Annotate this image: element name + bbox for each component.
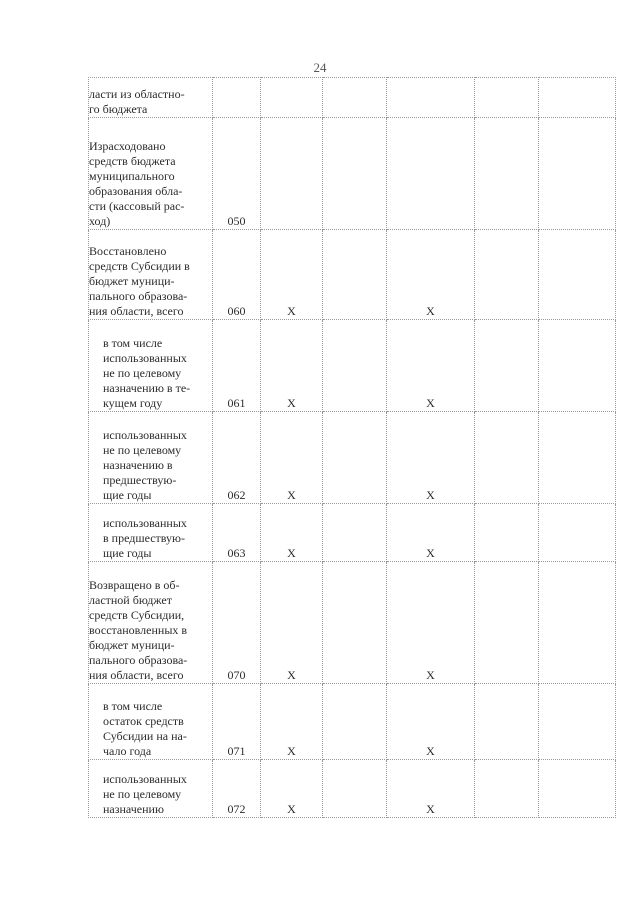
row-label	[89, 118, 213, 230]
row-label-line: Субсидии на на-	[103, 729, 187, 743]
row-cell-c1: X	[261, 760, 323, 818]
row-label-line: Возвращено в об-	[89, 578, 180, 592]
row-cell-c5	[539, 78, 616, 118]
row-cell-c1: X	[261, 504, 323, 562]
row-cell-c4	[475, 118, 539, 230]
row-label-line: сти (кассовый рас-	[89, 199, 185, 213]
row-cell-c5	[539, 320, 616, 412]
row-label-line: использованных	[103, 428, 187, 442]
row-cell-c3	[387, 118, 475, 230]
table-row	[89, 684, 616, 760]
row-cell-c2	[323, 78, 387, 118]
row-label-line: Восстановлено	[89, 244, 167, 258]
row-label-line: бюджет муници-	[89, 274, 175, 288]
row-label	[89, 562, 213, 684]
row-cell-c2	[323, 760, 387, 818]
table-row	[89, 760, 616, 818]
row-cell-c3: X	[387, 760, 475, 818]
row-cell-c1: X	[261, 412, 323, 504]
row-label-line: пального образова-	[89, 289, 188, 303]
row-cell-c1: X	[261, 230, 323, 320]
row-label-line: Израсходовано	[89, 139, 166, 153]
row-label-line: назначению	[103, 802, 164, 816]
row-code: 072	[213, 760, 261, 818]
row-cell-c2	[323, 684, 387, 760]
row-cell-c1: X	[261, 320, 323, 412]
row-cell-c5	[539, 760, 616, 818]
row-label	[89, 412, 213, 504]
row-cell-c5	[539, 562, 616, 684]
row-cell-c3: X	[387, 412, 475, 504]
table-row	[89, 504, 616, 562]
row-label-line: использованных	[103, 516, 187, 530]
report-table	[88, 77, 616, 818]
row-cell-c4	[475, 504, 539, 562]
row-label-line: остаток средств	[103, 714, 184, 728]
row-label-line: не по целевому	[103, 443, 182, 457]
row-label	[89, 504, 213, 562]
row-label-line: ния области, всего	[89, 668, 184, 682]
row-label-line: го бюджета	[89, 102, 148, 116]
row-label-line: бюджет муници-	[89, 638, 175, 652]
table-row	[89, 412, 616, 504]
row-cell-c2	[323, 230, 387, 320]
row-cell-c4	[475, 230, 539, 320]
row-cell-c1	[261, 78, 323, 118]
row-cell-c2	[323, 562, 387, 684]
row-cell-c2	[323, 504, 387, 562]
row-cell-c2	[323, 118, 387, 230]
row-cell-c1: X	[261, 562, 323, 684]
row-label-line: кущем году	[103, 396, 163, 410]
row-label-line: муниципального	[89, 169, 175, 183]
row-cell-c3: X	[387, 504, 475, 562]
row-cell-c5	[539, 504, 616, 562]
row-label-line: назначению в	[103, 458, 173, 472]
row-cell-c4	[475, 562, 539, 684]
row-code: 062	[213, 412, 261, 504]
row-cell-c2	[323, 320, 387, 412]
table-row	[89, 230, 616, 320]
row-label-line: щие годы	[103, 546, 152, 560]
row-label	[89, 230, 213, 320]
row-label-line: пального образова-	[89, 653, 188, 667]
table-row	[89, 118, 616, 230]
row-cell-c5	[539, 230, 616, 320]
table-row	[89, 320, 616, 412]
row-label-line: щие годы	[103, 488, 152, 502]
row-label-line: предшествую-	[103, 473, 177, 487]
row-cell-c5	[539, 684, 616, 760]
row-label-line: использованных	[103, 772, 187, 786]
row-label-line: в предшествую-	[103, 531, 186, 545]
row-code: 070	[213, 562, 261, 684]
row-cell-c3: X	[387, 230, 475, 320]
row-code: 061	[213, 320, 261, 412]
row-cell-c3	[387, 78, 475, 118]
row-code: 050	[213, 118, 261, 230]
row-label-line: ход)	[89, 214, 111, 228]
table-row	[89, 562, 616, 684]
row-cell-c5	[539, 118, 616, 230]
row-label-line: использованных	[103, 351, 187, 365]
row-code: 071	[213, 684, 261, 760]
row-cell-c4	[475, 320, 539, 412]
row-cell-c4	[475, 760, 539, 818]
row-code	[213, 78, 261, 118]
row-label-line: средств бюджета	[89, 154, 176, 168]
row-label-line: в том числе	[103, 699, 163, 713]
row-label-line: чало года	[103, 744, 152, 758]
row-label-line: ластной бюджет	[89, 593, 172, 607]
row-label-line: назначению в те-	[103, 381, 191, 395]
row-cell-c2	[323, 412, 387, 504]
row-cell-c3: X	[387, 562, 475, 684]
row-label-line: ния области, всего	[89, 304, 184, 318]
row-cell-c3: X	[387, 684, 475, 760]
row-cell-c3: X	[387, 320, 475, 412]
row-label	[89, 760, 213, 818]
row-label-line: восстановленных в	[89, 623, 188, 637]
row-code: 060	[213, 230, 261, 320]
table-row	[89, 78, 616, 118]
row-cell-c1: X	[261, 684, 323, 760]
row-cell-c4	[475, 412, 539, 504]
row-cell-c4	[475, 78, 539, 118]
row-label-line: средств Субсидии в	[89, 259, 190, 273]
page-number: 24	[313, 60, 327, 75]
row-label-line: ласти из областно-	[89, 87, 185, 101]
row-label-line: образования обла-	[89, 184, 183, 198]
row-label-line: не по целевому	[103, 787, 182, 801]
row-label	[89, 684, 213, 760]
row-label-line: в том числе	[103, 336, 163, 350]
row-label-line: не по целевому	[103, 366, 182, 380]
row-cell-c5	[539, 412, 616, 504]
row-cell-c4	[475, 684, 539, 760]
row-code: 063	[213, 504, 261, 562]
row-cell-c1	[261, 118, 323, 230]
row-label	[89, 320, 213, 412]
row-label	[89, 78, 213, 118]
row-label-line: средств Субсидии,	[89, 608, 185, 622]
